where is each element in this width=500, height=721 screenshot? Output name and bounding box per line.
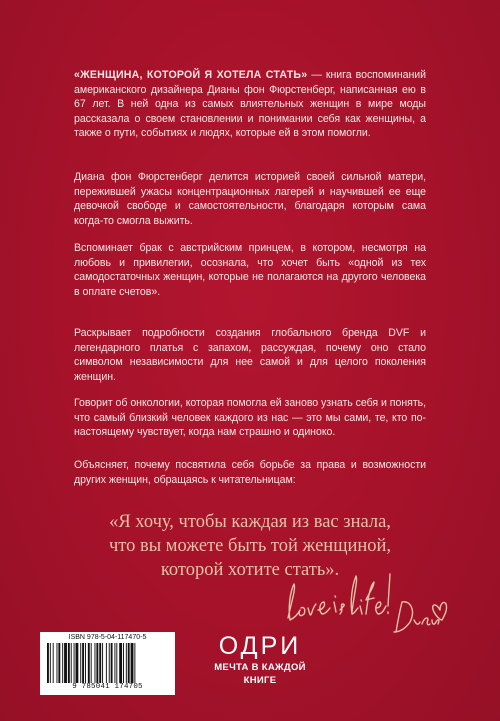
- book-title-lead: «ЖЕНЩИНА, КОТОРОЙ Я ХОТЕЛА СТАТЬ»: [74, 69, 308, 81]
- pull-quote-line-1: «Я хочу, чтобы каждая из вас знала,: [109, 512, 391, 532]
- isbn-number: ISBN 978-5-04-117470-5: [68, 634, 147, 641]
- description-paragraph-2: Диана фон Фюрстенберг делится историей своей сильной матери, пережившей ужасы концентрационных лагерей и научившей ее еще девочкой свободе и самостоятельности, благодаря которым сама когда-то смогла выжить.: [74, 171, 426, 227]
- barcode-panel: [40, 632, 175, 695]
- publisher-logo: [195, 632, 325, 686]
- description-paragraph-1: [74, 68, 426, 141]
- description-paragraph-5: Говорит об онкологии, которая помогла ей заново узнать себя и понять, что самый близкий человек каждого из нас — это мы сами, те, кто по-настоящему чувствует, когда нам страшно и одиноко.: [74, 397, 426, 439]
- barcode-digits: 9 785041 174705: [72, 683, 143, 691]
- publisher-tagline-1: МЕЧТА В КАЖДОЙ: [214, 662, 306, 673]
- description-paragraph-6: Объясняет, почему посвятила себя борьбе за права и возможности других женщин, обращаясь к читательницам:: [74, 459, 426, 486]
- description-paragraph-4: Раскрывает подробности создания глобального бренда DVF и легендарного платья с запахом, рассуждая, почему оно стало символом независимости для нее самой и для целого поколения женщин.: [74, 327, 426, 383]
- description-paragraph-3: Вспоминает брак с австрийским принцем, в котором, несмотря на любовь и привилегии, осознала, что хочет быть «одной из тех самодостаточных женщин, которые не полагаются на другого человека в оплате счетов».: [74, 242, 426, 298]
- pull-quote-line-2: что вы можете быть той женщиной,: [108, 536, 392, 556]
- barcode-icon: [45, 643, 170, 683]
- publisher-tagline-2: КНИГЕ: [243, 675, 277, 686]
- publisher-name: ОДРИ: [218, 632, 302, 660]
- description-paragraph-1-text: — книга воспоминаний американского дизайнера Дианы фон Фюрстенберг, написанная ею в 67 лет. В ней одна из самых влиятельных женщин в мире моды рассказала о своем становлении и понимании себя как женщины, а также о пути, событиях и людях, которые ей в этом помогли.: [74, 69, 426, 140]
- pull-quote-line-3: которой хотите стать».: [160, 560, 340, 580]
